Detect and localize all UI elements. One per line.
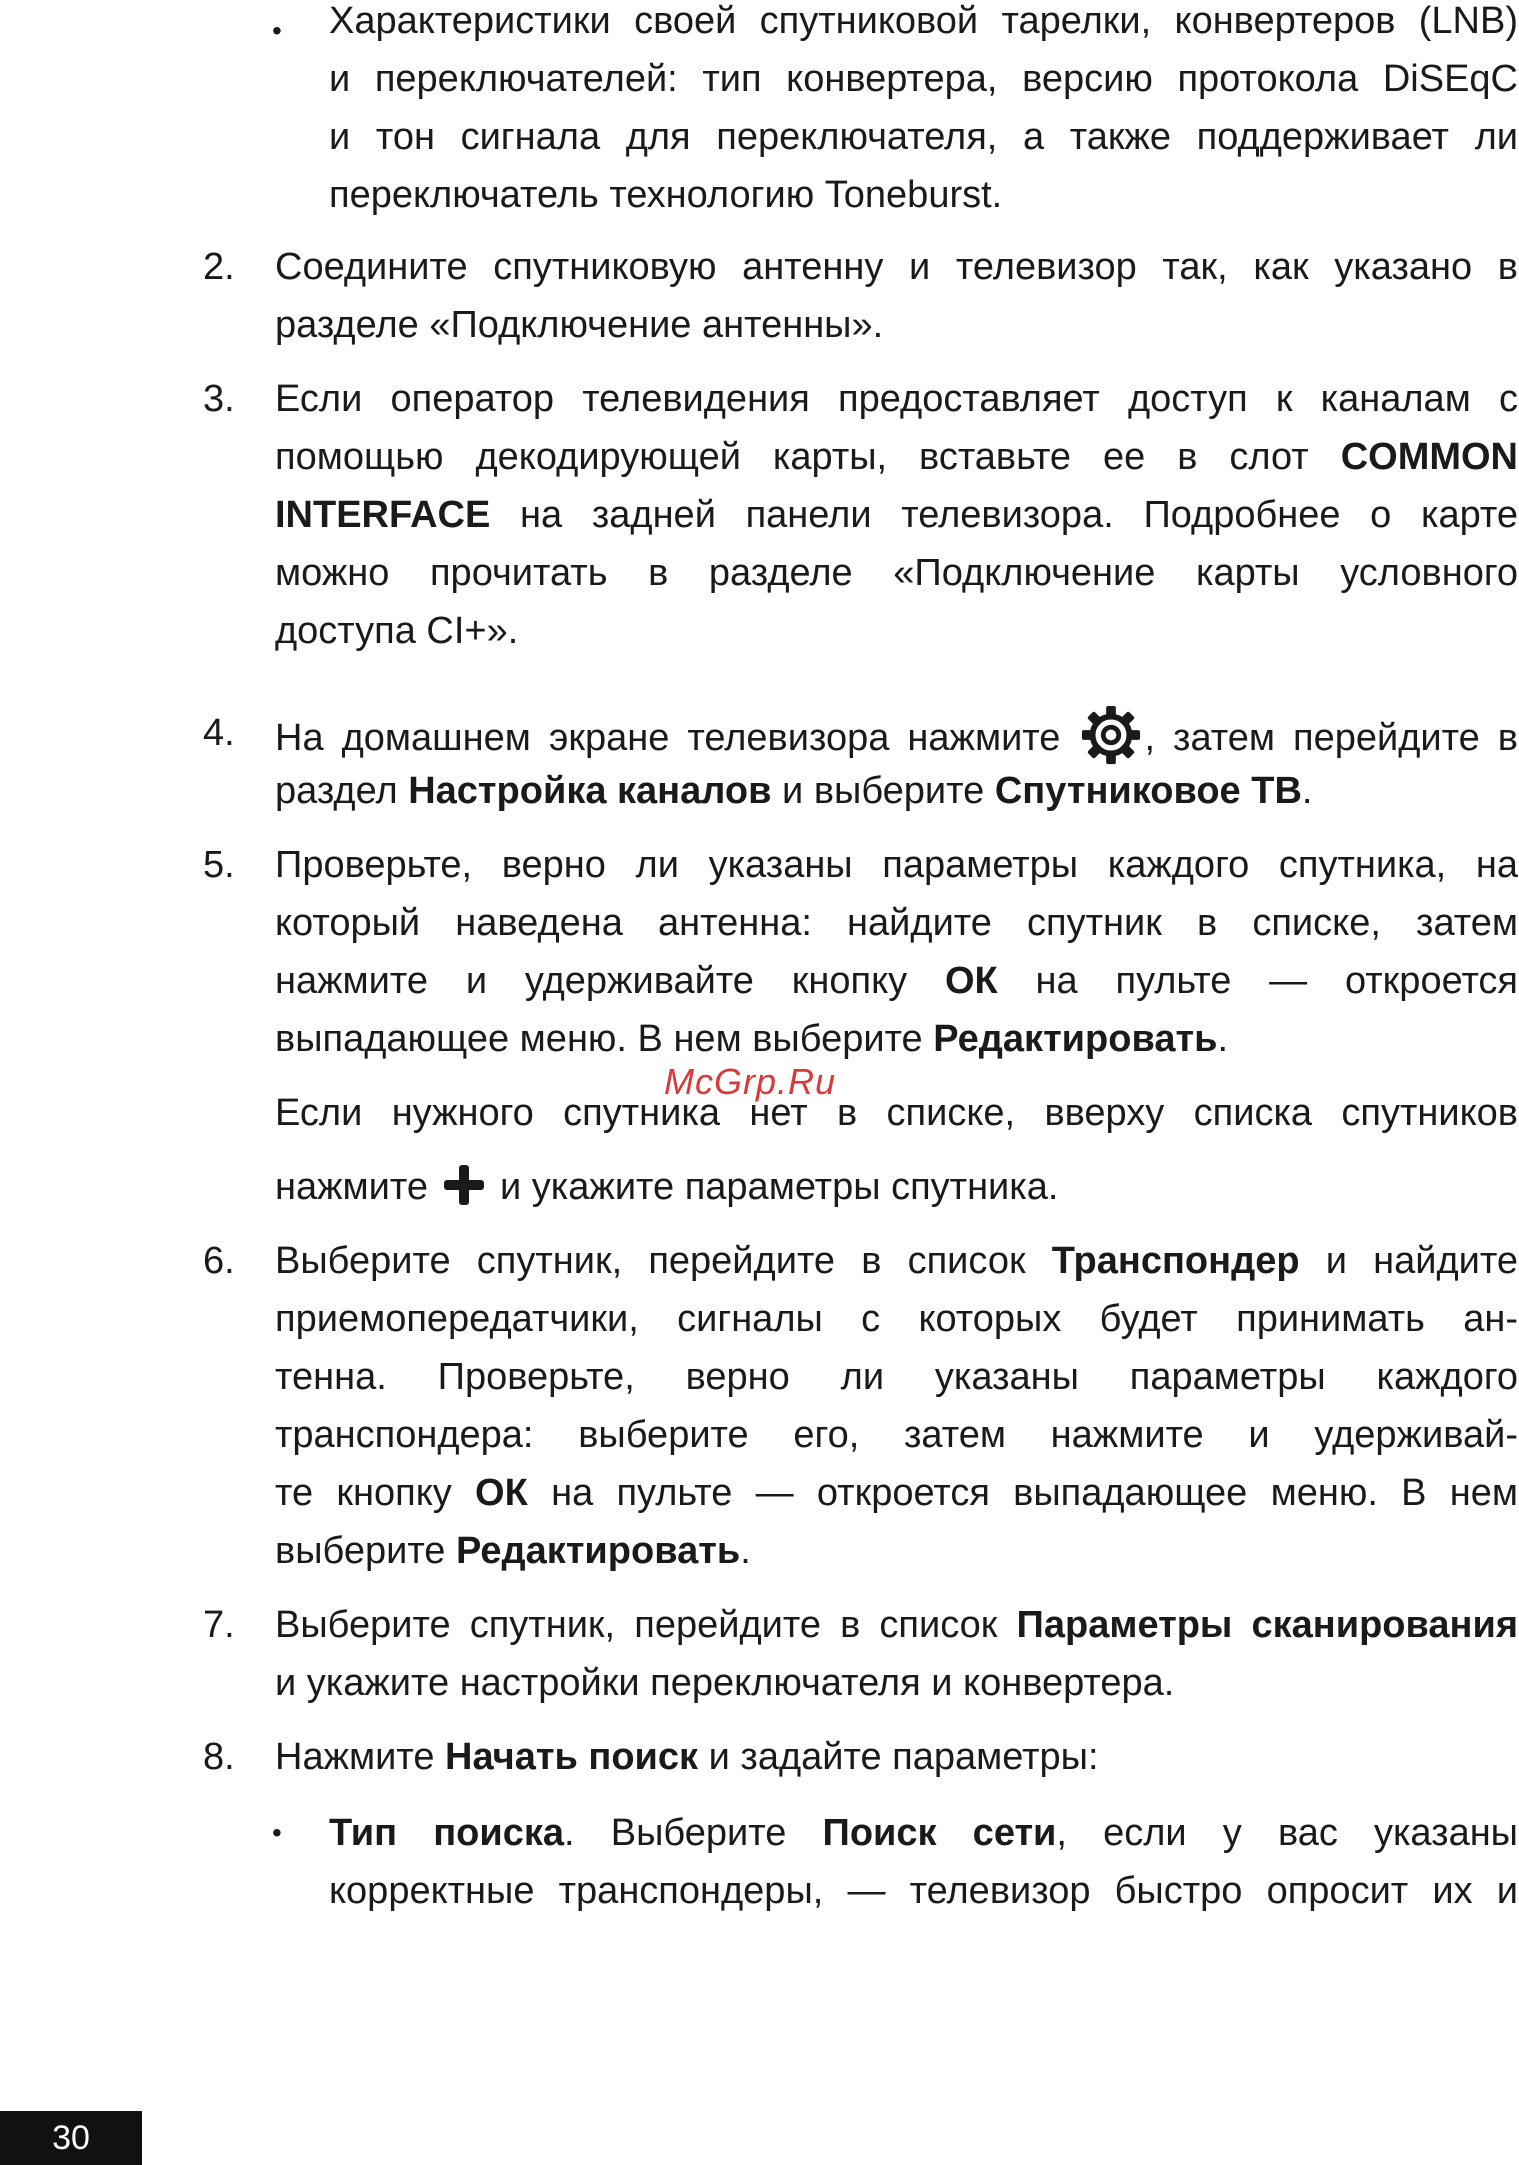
step-line: транспондера: выберите его, затем нажмите и удерживай- [275,1414,1518,1456]
step-line: На домашнем экране телевизора нажмите , затем перейдите в [275,704,1518,767]
page-number: 30 [0,2111,142,2165]
step-number: 7. [203,1604,235,1646]
step-number: 2. [203,246,235,288]
step-line: те кнопку ОК на пульте — откроется выпадающее меню. В нем [275,1472,1519,1514]
step-line: разделе «Подключение антенны». [275,304,884,346]
step-line: и укажите настройки переключателя и конвертера. [275,1662,1175,1704]
step-line: раздел Настройка каналов и выберите Спутниковое ТВ. [275,770,1313,812]
step-line: доступа CI+». [275,610,519,652]
step-line: Соедините спутниковую антенну и телевизор так, как указано в [275,246,1518,288]
step-line: выберите Редактировать. [275,1530,751,1572]
step-line: Если нужного спутника нет в списке, вверху списка спутников [275,1092,1518,1134]
bullet-line: и переключателей: тип конвертера, версию протокола DiSEqC [329,58,1518,100]
step-line: приемопередатчики, сигналы с которых будет принимать ан- [275,1298,1518,1340]
step-number: 4. [203,712,235,754]
plus-icon [442,1163,486,1207]
bullet-mark: • [272,1817,282,1848]
bullet-line: переключатель технологию Toneburst. [329,174,1003,216]
step-number: 3. [203,378,235,420]
bullet-line: Характеристики своей спутниковой тарелки, конвертеров (LNB) [329,0,1518,42]
step-line: Если оператор телевидения предоставляет доступ к каналам с [275,378,1518,420]
step-line: INTERFACE на задней панели телевизора. Подробнее о карте [275,494,1518,536]
gear-icon [1080,704,1142,766]
bullet-line: и тон сигнала для переключателя, а также поддерживает ли [329,116,1518,158]
step-line: нажмите и укажите параметры спутника. [275,1158,1518,1216]
step-line: тенна. Проверьте, верно ли указаны параметры каждого [275,1356,1518,1398]
watermark: McGrp.Ru [664,1061,837,1102]
step-line: Выберите спутник, перейдите в список Транспондер и найдите [275,1240,1519,1282]
step-line: помощью декодирующей карты, вставьте ее в слот COMMON [275,436,1518,478]
step-line: который наведена антенна: найдите спутник в списке, затем [275,902,1518,944]
bullet-line: корректные транспондеры, — телевизор быстро опросит их и [329,1870,1518,1912]
step-number: 5. [203,844,235,886]
step-line: Проверьте, верно ли указаны параметры каждого спутника, на [275,844,1518,886]
step-number: 6. [203,1240,235,1282]
bullet-mark: • [272,15,282,46]
step-line: Выберите спутник, перейдите в список Параметры сканирования [275,1604,1518,1646]
step-number: 8. [203,1736,235,1778]
step-line: нажмите и удерживайте кнопку ОК на пульте — откроется [275,960,1519,1002]
bullet-line: Тип поиска. Выберите Поиск сети, если у вас указаны [329,1812,1518,1854]
step-line: выпадающее меню. В нем выберите Редактировать. [275,1018,1228,1060]
step-line: Нажмите Начать поиск и задайте параметры: [275,1736,1099,1778]
step-line: можно прочитать в разделе «Подключение карты условного [275,552,1518,594]
